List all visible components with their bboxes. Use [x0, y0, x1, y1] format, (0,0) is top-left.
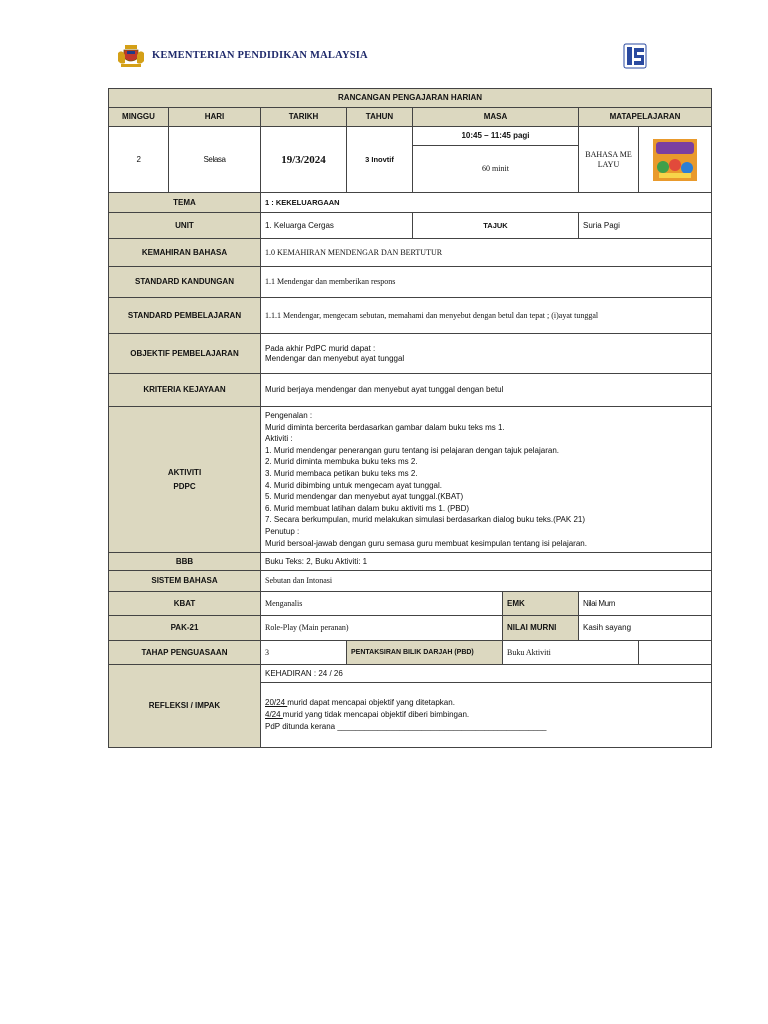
malaysia-coat-of-arms-icon: [116, 43, 146, 69]
sistem-bahasa-value: Sebutan dan Intonasi: [261, 571, 712, 592]
refleksi-line-1: [265, 697, 707, 709]
tahap-label: TAHAP PENGUASAAN: [109, 641, 261, 665]
minggu-value: 2: [109, 127, 169, 193]
aktiviti-line: 6. Murid membuat latihan dalam buku aktiviti ms 1. (PBD): [265, 503, 470, 513]
school-logo-icon: [622, 42, 648, 70]
kbat-label: KBAT: [109, 592, 261, 616]
aktiviti-line: Murid diminta bercerita berdasarkan gambar dalam buku teks ms 1.: [265, 422, 505, 432]
ministry-name: KEMENTERIAN PENDIDIKAN MALAYSIA: [152, 50, 368, 61]
lesson-plan-table: [108, 88, 712, 748]
standard-pembelajaran-label: STANDARD PEMBELAJARAN: [109, 298, 261, 334]
unit-value: 1. Keluarga Cergas: [261, 213, 413, 239]
unit-label: UNIT: [109, 213, 261, 239]
aktiviti-content: [261, 407, 712, 553]
aktiviti-line: 2. Murid diminta membuka buku teks ms 2.: [265, 457, 418, 467]
objektif-label: OBJEKTIF PEMBELAJARAN: [109, 334, 261, 374]
standard-kandungan-value: 1.1 Mendengar dan memberikan respons: [261, 267, 712, 298]
page-header: [112, 40, 652, 74]
aktiviti-line: 7. Secara berkumpulan, murid melakukan simulasi berdasarkan dialog buku teks.(PAK 21): [265, 515, 586, 525]
kehadiran-value: KEHADIRAN : 24 / 26: [261, 665, 712, 683]
kriteria-label: KRITERIA KEJAYAAN: [109, 374, 261, 407]
aktiviti-label: [109, 407, 261, 553]
matapelajaran-value: BAHASA MELAYU: [579, 127, 639, 193]
refleksi-achieved-text: murid dapat mencapai objektif yang ditetapkan.: [287, 698, 455, 707]
sistem-bahasa-label: SISTEM BAHASA: [109, 571, 261, 592]
standard-kandungan-label: STANDARD KANDUNGAN: [109, 267, 261, 298]
tahun-value: 3 Inovtif: [347, 127, 413, 193]
textbook-cover-icon: [653, 139, 697, 181]
col-header-masa: MASA: [413, 108, 579, 127]
pak21-value: Role-Play (Main peranan): [261, 616, 503, 641]
nilai-murni-label: NILAI MURNI: [503, 616, 579, 641]
col-header-matapelajaran: MATAPELAJARAN: [579, 108, 712, 127]
refleksi-line-2: [265, 709, 707, 721]
masa-duration: 60 minit: [413, 146, 579, 193]
refleksi-label: REFLEKSI / IMPAK: [109, 665, 261, 748]
tema-label: TEMA: [109, 193, 261, 213]
bbb-label: BBB: [109, 553, 261, 571]
tajuk-value: Suria Pagi: [579, 213, 712, 239]
pak21-label: PAK-21: [109, 616, 261, 641]
objektif-line-1: Pada akhir PdPC murid dapat :: [265, 343, 376, 353]
pbd-empty-cell: [639, 641, 712, 665]
col-header-hari: HARI: [169, 108, 261, 127]
kemahiran-value: 1.0 KEMAHIRAN MENDENGAR DAN BERTUTUR: [261, 239, 712, 267]
tahap-value: 3: [261, 641, 347, 665]
aktiviti-label-line-2: PDPC: [173, 481, 196, 491]
aktiviti-line: 4. Murid dibimbing untuk mengecam ayat tunggal.: [265, 480, 442, 490]
aktiviti-line: Aktiviti :: [265, 434, 293, 444]
emk-label: EMK: [503, 592, 579, 616]
hari-value: Selasa: [169, 127, 261, 193]
col-header-minggu: MINGGU: [109, 108, 169, 127]
refleksi-not-achieved-text: murid yang tidak mencapai objektif diberi bimbingan.: [282, 710, 470, 719]
aktiviti-line: 1. Murid mendengar penerangan guru tentang isi pelajaran dengan tajuk pelajaran.: [265, 445, 559, 455]
table-title: RANCANGAN PENGAJARAN HARIAN: [109, 89, 712, 108]
kriteria-value: Murid berjaya mendengar dan menyebut ayat tunggal dengan betul: [261, 374, 712, 407]
aktiviti-line: Murid bersoal-jawab dengan guru semasa guru membuat kesimpulan tentang isi pelajaran.: [265, 538, 587, 548]
kemahiran-label: KEMAHIRAN BAHASA: [109, 239, 261, 267]
textbook-cover: [639, 127, 712, 193]
nilai-murni-value: Kasih sayang: [579, 616, 712, 641]
pbd-value: Buku Aktiviti: [503, 641, 639, 665]
refleksi-content: [261, 683, 712, 748]
aktiviti-line: 3. Murid membaca petikan buku teks ms 2.: [265, 468, 418, 478]
refleksi-not-achieved-count: 4/24: [265, 710, 283, 719]
tarikh-value: 19/3/2024: [261, 127, 347, 193]
aktiviti-line: Pengenalan :: [265, 411, 313, 420]
refleksi-achieved-count: 20/24: [265, 698, 288, 707]
refleksi-line-3: PdP ditunda kerana _______________________________________________: [265, 722, 547, 731]
pbd-label: PENTAKSIRAN BILIK DARJAH (PBD): [347, 641, 503, 665]
kbat-value: Menganalis: [261, 592, 503, 616]
aktiviti-line: 5. Murid mendengar dan menyebut ayat tunggal.(KBAT): [265, 492, 464, 502]
tajuk-label: TAJUK: [413, 213, 579, 239]
col-header-tahun: TAHUN: [347, 108, 413, 127]
bbb-value: Buku Teks: 2, Buku Aktiviti: 1: [261, 553, 712, 571]
masa-time: 10:45 – 11:45 pagi: [413, 127, 579, 146]
standard-pembelajaran-value: 1.1.1 Mendengar, mengecam sebutan, memahami dan menyebut dengan betul dan tepat ; (i)ayat tunggal: [261, 298, 712, 334]
aktiviti-label-line-1: AKTIVITI: [167, 467, 202, 477]
tema-value: 1 : KEKELUARGAAN: [261, 193, 712, 213]
objektif-cell: [261, 334, 712, 374]
col-header-tarikh: TARIKH: [261, 108, 347, 127]
emk-value: Nilai Murn: [579, 592, 712, 616]
aktiviti-line: Penutup :: [265, 526, 300, 536]
objektif-line-2: Mendengar dan menyebut ayat tunggal: [265, 353, 405, 363]
